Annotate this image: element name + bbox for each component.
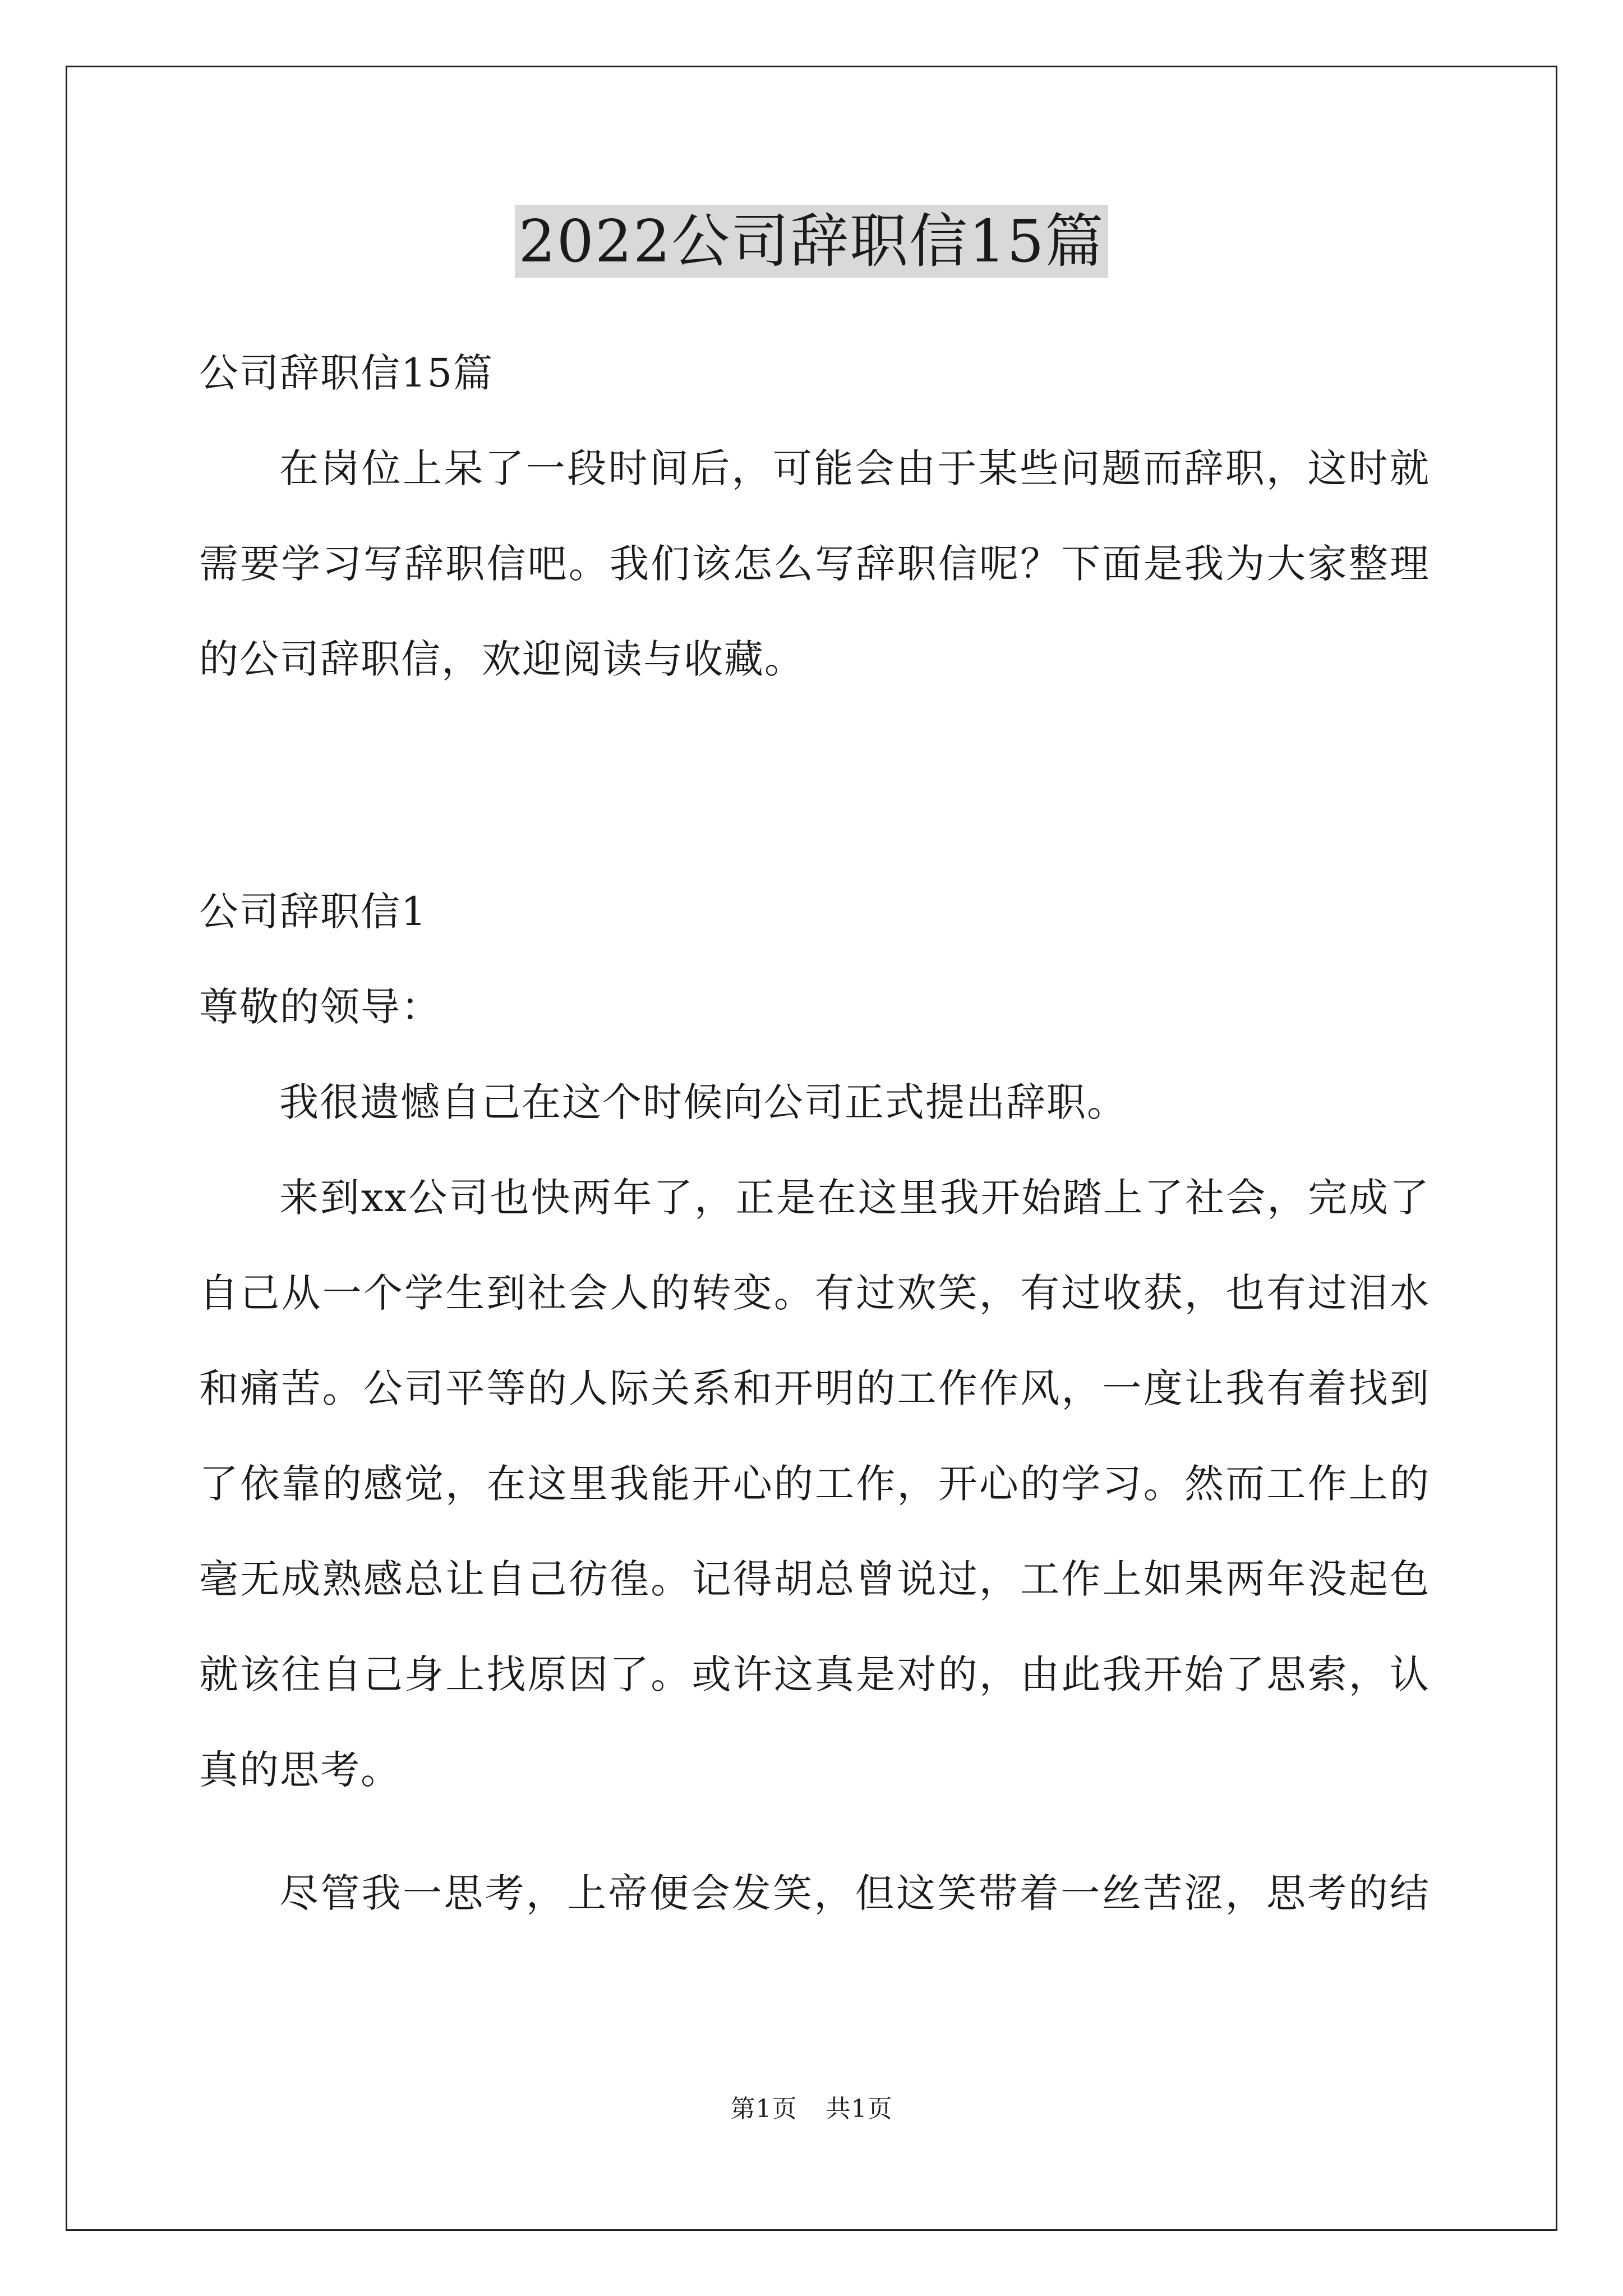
paragraph-2-line-7: 真的思考。 bbox=[199, 1747, 401, 1793]
salutation: 尊敬的领导： bbox=[199, 984, 441, 1030]
page-total: 共1页 bbox=[826, 2095, 893, 2123]
subtitle: 公司辞职信15篇 bbox=[199, 350, 494, 396]
paragraph-2-line-4: 了依靠的感觉，在这里我能开心的工作，开心的学习。然而工作上的 bbox=[199, 1461, 1430, 1507]
intro-line-1: 在岗位上呆了一段时间后，可能会由于某些问题而辞职，这时就 bbox=[279, 445, 1430, 491]
intro-line-2: 需要学习写辞职信吧。我们该怎么写辞职信呢？下面是我为大家整理 bbox=[199, 541, 1430, 587]
page-footer bbox=[0, 2092, 1623, 2126]
paragraph-2-line-2: 自己从一个学生到社会人的转变。有过欢笑，有过收获，也有过泪水 bbox=[199, 1270, 1430, 1316]
section-heading: 公司辞职信1 bbox=[199, 889, 427, 935]
title-container bbox=[0, 205, 1623, 278]
paragraph-3-line-1: 尽管我一思考，上帝便会发笑，但这笑带着一丝苦涩，思考的结 bbox=[279, 1870, 1430, 1916]
paragraph-2-line-1: 来到xx公司也快两年了，正是在这里我开始踏上了社会，完成了 bbox=[279, 1175, 1430, 1221]
paragraph-2-line-5: 毫无成熟感总让自己彷徨。记得胡总曾说过，工作上如果两年没起色 bbox=[199, 1556, 1430, 1602]
paragraph-2-line-6: 就该往自己身上找原因了。或许这真是对的，由此我开始了思索，认 bbox=[199, 1651, 1430, 1697]
paragraph-1: 我很遗憾自己在这个时候向公司正式提出辞职。 bbox=[279, 1079, 1127, 1125]
paragraph-2-line-3: 和痛苦。公司平等的人际关系和开明的工作作风，一度让我有着找到 bbox=[199, 1365, 1430, 1411]
page-number: 第1页 bbox=[730, 2095, 797, 2123]
document-title: 2022公司辞职信15篇 bbox=[515, 205, 1108, 278]
intro-line-3: 的公司辞职信，欢迎阅读与收藏。 bbox=[199, 636, 805, 682]
